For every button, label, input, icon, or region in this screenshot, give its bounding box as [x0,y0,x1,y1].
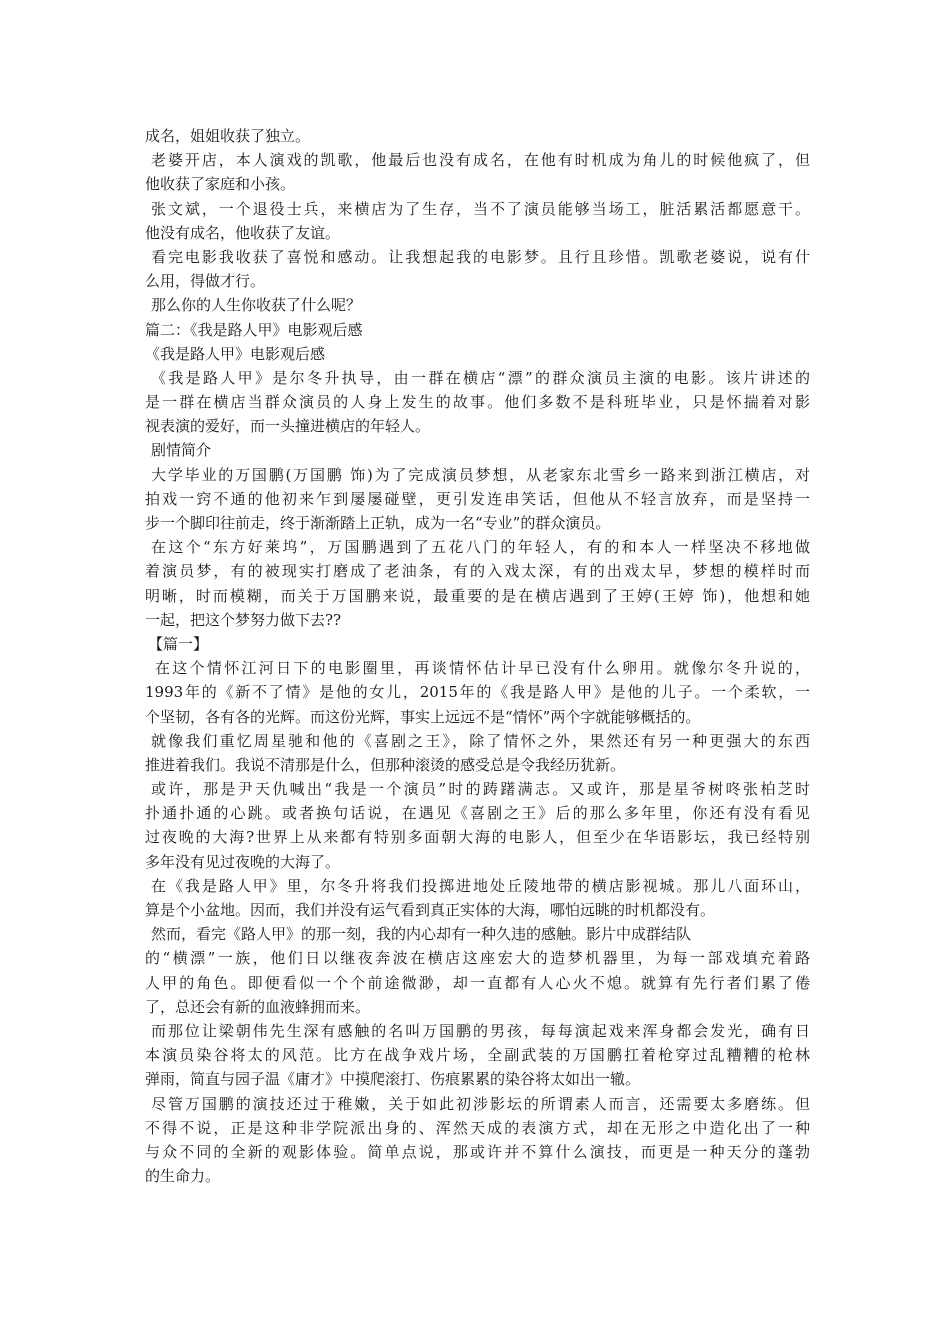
text-line: 本演员染谷将太的风范。比方在战争戏片场，全副武装的万国鹏扛着枪穿过乱糟糟的枪林 [145,1046,810,1065]
text-line: 么用，得做才行。 [145,272,266,291]
text-line: 《我是路人甲》是尔冬升执导，由一群在横店“漂”的群众演员主演的电影。该片讲述的 [151,368,810,387]
text-line: 那么你的人生你收获了什么呢？ [151,296,362,315]
text-line: 扑通扑通的心跳。或者换句话说，在遇见《喜剧之王》后的那么多年里，你还有没有看见 [145,804,810,823]
text-line: 的生命力。 [145,1167,221,1186]
text-line: 算是个小盆地。因而，我们并没有运气看到真正实体的大海，哪怕远眺的时机都没有。 [145,901,716,919]
text-line: 而那位让梁朝伟先生深有感触的名叫万国鹏的男孩，每每演起戏来浑身都会发光，确有日 [151,1021,810,1040]
text-line: 推进着我们。我说不清那是什么，但那种滚烫的感受总是令我经历犹新。 [145,755,626,774]
text-line: 剧情简介 [151,441,212,460]
text-line: 与众不同的全新的观影体验。简单点说，那或许并不算什么演技，而更是一种天分的蓬勃 [145,1142,810,1161]
text-line: 成名，姐姐收获了独立。 [145,127,311,145]
text-line: 多年没有见过夜晚的大海了。 [145,852,341,871]
text-line: 就像我们重忆周星驰和他的《喜剧之王》，除了情怀之外，果然还有另一种更强大的东西 [151,731,810,750]
text-line: 老婆开店，本人演戏的凯歌，他最后也没有成名，在他有时机成为角儿的时候他疯了，但 [151,151,810,170]
text-line: 着演员梦，有的被现实打磨成了老油条，有的入戏太深，有的出戏太早，梦想的模样时而 [145,562,810,581]
text-line: 一起，把这个梦努力做下去?? [145,610,342,629]
text-line: 了，总还会有新的血液蜂拥而来。 [145,997,371,1016]
text-line: 尽管万国鹏的演技还过于稚嫩，关于如此初涉影坛的所谓素人而言，还需要太多磨练。但 [151,1094,810,1113]
text-line: 弹雨，简直与园子温《庸才》中摸爬滚打、伤痕累累的染谷将太如出一辙。 [145,1070,641,1089]
text-line: 张文斌，一个退役士兵，来横店为了生存，当不了演员能够当场工，脏活累活都愿意干。 [151,199,810,218]
text-line: 在这个“东方好莱坞”，万国鹏遇到了五花八门的年轻人，有的和本人一样坚决不移地做 [151,538,810,557]
text-line: 在《我是路人甲》里，尔冬升将我们投掷进地处丘陵地带的横店影视城。那儿八面环山， [151,876,810,895]
text-line: 【篇一】 [148,634,209,653]
text-line: 看完电影我收获了喜悦和感动。让我想起我的电影梦。且行且珍惜。凯歌老婆说，说有什 [151,247,810,266]
text-line: 人甲的角色。即便看似一个个前途微渺，却一直都有人心火不熄。就算有先行者们累了倦 [145,973,810,992]
text-line: 篇二：《我是路人甲》电影观后感 [145,320,363,339]
text-line: 个坚韧，各有各的光辉。而这份光辉，事实上远远不是“情怀”两个字就能够概括的。 [145,707,701,726]
text-line: 不得不说，正是这种非学院派出身的、浑然天成的表演方式，却在无形之中造化出了一种 [145,1118,810,1137]
text-line: 在这个情怀江河日下的电影圈里，再谈情怀估计早已没有什么卵用。就像尔冬升说的， [155,659,810,678]
text-line: 《我是路人甲》电影观后感 [145,344,326,363]
text-line: 大学毕业的万国鹏(万国鹏 饰)为了完成演员梦想，从老家东北雪乡一路来到浙江横店，对 [151,465,810,484]
text-line: 过夜晚的大海?世界上从来都有特别多面朝大海的电影人，但至少在华语影坛，我已经特别 [145,828,810,847]
text-line: 明晰，时而模糊，而关于万国鹏来说，最重要的是在横店遇到了王婷(王婷 饰)，他想和她 [145,586,810,605]
text-line: 视表演的爱好，而一头撞进横店的年轻人。 [145,417,431,436]
text-line: 或许，那是尹天仇喊出“我是一个演员”时的踌躇满志。又或许，那是星爷树咚张柏芝时 [151,780,810,799]
document-body [145,124,810,1188]
text-line: 的“横漂”一族，他们日以继夜奔波在横店这座宏大的造梦机器里，为每一部戏填充着路 [145,949,810,968]
text-line: 他收获了家庭和小孩。 [145,175,296,194]
text-line: 他没有成名，他收获了友谊。 [145,223,341,242]
text-line: 是一群在横店当群众演员的人身上发生的故事。他们多数不是科班毕业，只是怀揣着对影 [145,393,810,412]
text-line: 拍戏一窍不通的他初来乍到屡屡碰壁，更引发连串笑话，但他从不轻言放弃，而是坚持一 [145,489,810,508]
text-line: 然而，看完《路人甲》的那一刻，我的内心却有一种久违的感触。影片中成群结队 [151,925,692,944]
text-line: 1993年的《新不了情》是他的女儿，2015年的《我是路人甲》是他的儿子。一个柔软，一 [145,683,810,702]
text-line: 步一个脚印往前走，终于渐渐踏上正轨，成为一名“专业”的群众演员。 [145,514,611,532]
